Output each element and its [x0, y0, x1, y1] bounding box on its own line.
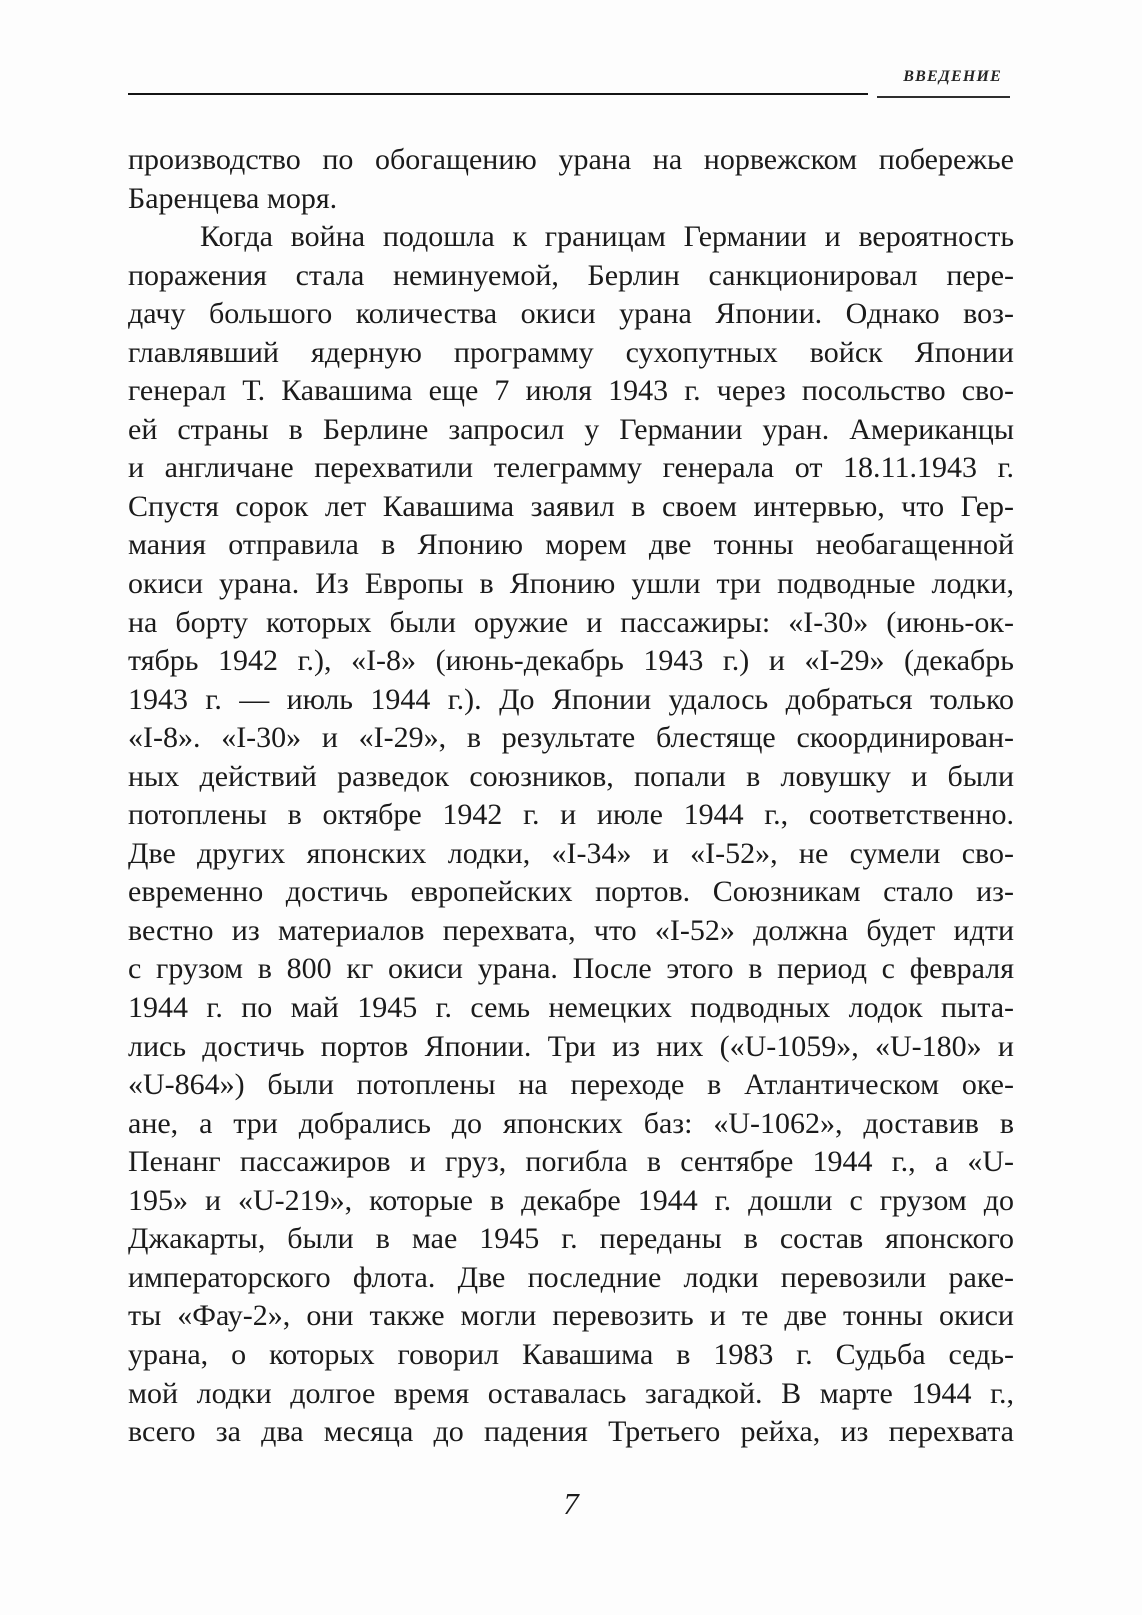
- text-line: Когда война подошла к границам Германии и вероятность: [200, 220, 1014, 254]
- text-line: мой лодки долгое время оставалась загадкой. В марте 1944 г.,: [128, 1376, 1014, 1410]
- text-line: окиси урана. Из Европы в Японию ушли три подводные лодки,: [128, 567, 1014, 601]
- text-line: потоплены в октябре 1942 г. и июле 1944 г., соответственно.: [128, 798, 1014, 832]
- text-line: поражения стала неминуемой, Берлин санкционировал пере-: [128, 258, 1014, 292]
- text-line: урана, о которых говорил Кавашима в 1983 г. Судьба седь-: [128, 1337, 1014, 1371]
- text-line: ане, а три добрались до японских баз: «U-1062», доставив в: [128, 1106, 1014, 1140]
- text-line: императорского флота. Две последние лодки перевозили раке-: [128, 1260, 1014, 1294]
- text-line: тябрь 1942 г.), «I-8» (июнь-декабрь 1943 г.) и «I-29» (декабрь: [128, 644, 1014, 678]
- header-rule: [128, 93, 868, 95]
- text-line: мания отправила в Японию морем две тонны необагащенной: [128, 528, 1014, 562]
- text-line: всего за два месяца до падения Третьего рейха, из перехвата: [128, 1415, 1014, 1449]
- text-line: 195» и «U-219», которые в декабре 1944 г. дошли с грузом до: [128, 1183, 1014, 1217]
- text-line: ты «Фау-2», они также могли перевозить и те две тонны окиси: [128, 1299, 1014, 1333]
- text-line: генерал Т. Кавашима еще 7 июля 1943 г. через посольство сво-: [128, 374, 1014, 408]
- text-block: [128, 141, 1014, 1452]
- text-line: «I-8». «I-30» и «I-29», в результате блестяще скоординирован-: [128, 721, 1014, 755]
- text-line: вестно из материалов перехвата, что «I-52» должна будет идти: [128, 913, 1014, 947]
- text-line: 1943 г. — июль 1944 г.). До Японии удалось добраться только: [128, 682, 1014, 716]
- running-header-label: ВВЕДЕНИЕ: [903, 68, 1002, 85]
- text-line: ных действий разведок союзников, попали в ловушку и были: [128, 759, 1014, 793]
- header-rule-right-segment: [877, 96, 1010, 98]
- text-line: и англичане перехватили телеграмму генерала от 18.11.1943 г.: [128, 451, 1014, 485]
- text-line: на борту которых были оружие и пассажиры: «I-30» (июнь-ок-: [128, 605, 1014, 639]
- text-line: Спустя сорок лет Кавашима заявил в своем интервью, что Гер-: [128, 489, 1014, 523]
- text-line: дачу большого количества окиси урана Японии. Однако воз-: [128, 297, 1014, 331]
- text-line: 1944 г. по май 1945 г. семь немецких подводных лодок пыта-: [128, 991, 1014, 1025]
- text-line: «U-864») были потоплены на переходе в Атлантическом оке-: [128, 1068, 1014, 1102]
- text-line: с грузом в 800 кг окиси урана. После этого в период с февраля: [128, 952, 1014, 986]
- text-line: ей страны в Берлине запросил у Германии уран. Американцы: [128, 412, 1014, 446]
- page-number: 7: [563, 1486, 579, 1521]
- text-line: Джакарты, были в мае 1945 г. переданы в состав японского: [128, 1222, 1014, 1256]
- text-line: Две других японских лодки, «I-34» и «I-52», не сумели сво-: [128, 836, 1014, 870]
- text-line: главлявший ядерную программу сухопутных войск Японии: [128, 335, 1014, 369]
- text-line: Баренцева моря.: [128, 181, 338, 215]
- text-line: Пенанг пассажиров и груз, погибла в сентябре 1944 г., а «U-: [128, 1145, 1014, 1179]
- text-line: лись достичь портов Японии. Три из них («U-1059», «U-180» и: [128, 1029, 1014, 1063]
- text-line: евременно достичь европейских портов. Союзникам стало из-: [128, 875, 1014, 909]
- text-line: производство по обогащению урана на норвежском побережье: [128, 143, 1014, 176]
